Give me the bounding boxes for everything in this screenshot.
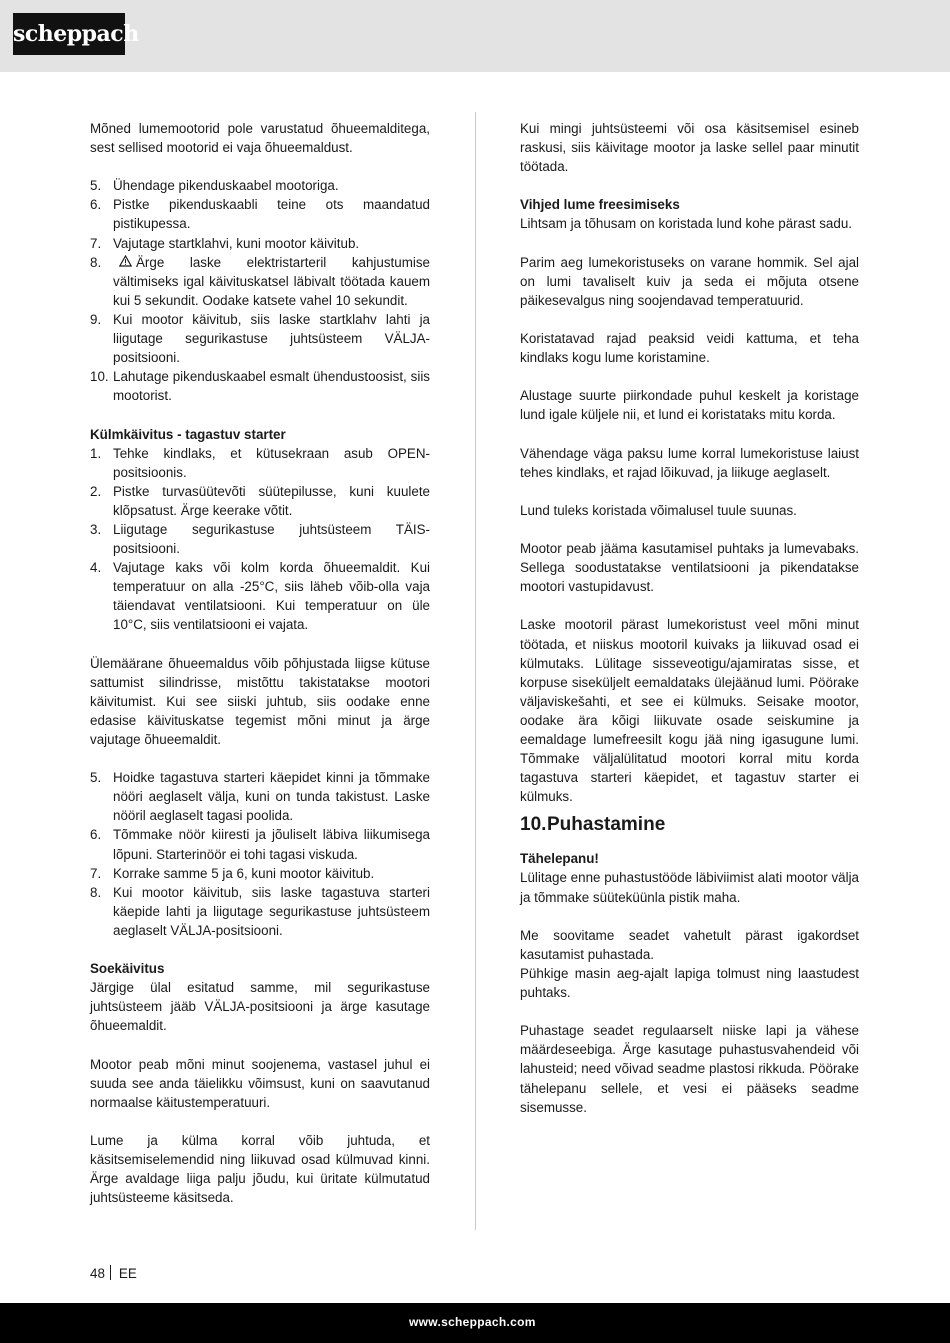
list-item: 9. Kui mootor käivitub, siis laske startklahv lahti ja liigutage segurikastuse juhtsüsteem VÄLJA-positsiooni. (90, 311, 430, 366)
warm-start-paragraph: Järgige ülal esitatud samme, mil segurikastuse juhtsüsteem jääb VÄLJA-positsiooni ja ärge kasutage õhueemaldit. (90, 980, 430, 1034)
tips-paragraph: Parim aeg lumekoristuseks on varane hommik. Sel ajal on lumi tavaliselt kuiv ja seda ei mõjuta otsene päikesevalgus ning soojendavad temperatuurid. (520, 254, 859, 308)
section-heading: 10.Puhastamine (520, 814, 666, 836)
list-item: 8. Ärge laske elektristarteril kahjustumise vältimiseks igal käivituskatsel läbivalt töötada kauem kui 5 sekundit. Oodake katsete vahel 10 sekundit. (90, 254, 430, 308)
list-item: 3. Liigutage segurikastuse juhtsüsteem TÄIS-positsiooni. (90, 521, 430, 557)
list-item: 5. Hoidke tagastuva starteri käepidet kinni ja tõmmake nööri aeglaselt välja, kuni on tunda takistust. Laske nööril aeglaselt tagasi poolida. (90, 770, 430, 824)
intro-paragraph: Mõned lumemootorid pole varustatud õhueemalditega, sest sellised mootorid ei vaja õhueemaldust. (90, 121, 430, 156)
tips-paragraph: Vähendage väga paksu lume korral lumekoristuse laiust tehes kindlaks, et rajad lõikuvad, ja liikuge aeglaselt. (520, 445, 859, 480)
cleaning-paragraph: Puhastage seadet regulaarselt niiske lapi ja vähese määrdeseebiga. Ärge kasutage puhastusvahendeid või lahusteid; need võivad seadme plastosi rikkuda. Pöörake tähelepanu sellele, et vesi ei pääseks seadme sisemusse. (520, 1023, 859, 1115)
list-item: 8. Kui mootor käivitub, siis laske tagastuva starteri käepide lahti ja liigutage segurikastuse juhtsüsteem aeglaselt VÄLJA-positsiooni. (90, 884, 430, 938)
page-header (0, 0, 950, 72)
list-item: 7. Vajutage startklahvi, kuni mootor käivitub. (90, 235, 360, 251)
list-item: 6. Pistke pikenduskaabli teine ots maandatud pistikupessa. (90, 197, 430, 232)
list-item: 1. Tehke kindlaks, et kütusekraan asub OPEN-positsioonis. (90, 445, 430, 480)
warning-icon (119, 253, 132, 272)
electric-start-steps (90, 176, 430, 405)
cleaning-paragraph: Me soovitame seadet vahetult pärast igakordset kasutamist puhastada. (520, 927, 859, 962)
recoil-start-steps (90, 768, 430, 940)
tips-paragraph: Koristatavad rajad peaksid veidi kattuma, et teha kindlaks kogu lume koristamine. (520, 331, 859, 366)
cold-start-heading: Külmkäivitus - tagastuv starter (90, 426, 286, 442)
cold-start-steps (90, 444, 430, 635)
list-item: 10. Lahutage pikenduskaabel esmalt ühendustoosist, siis mootorist. (90, 369, 430, 404)
tips-paragraph: Mootor peab jääma kasutamisel puhtaks ja lumevabaks. Sellega soodustatakse ventilatsiooni ja pikendatakse mootori vastupidavust. (520, 541, 859, 595)
website-link[interactable]: www.scheppach.com (409, 1315, 536, 1329)
freeze-paragraph: Lume ja külma korral võib juhtuda, et käsitsemiselemendid ning liikuvad osad külmuvad kinni. Ärge avaldage liiga palju jõudu, kui üritate külmutatud juhtsüsteeme käsitseda. (90, 1132, 430, 1206)
attention-paragraph: Lülitage enne puhastustööde läbiviimist alati mootor välja ja tõmmake süüteküünla pistik maha. (520, 870, 859, 905)
column-divider (475, 112, 476, 1230)
tips-paragraph: Laske mootoril pärast lumekoristust veel mõni minut töötada, et niiskus mootoril kuivaks ja liikuvad osad ei külmutaks. Lülitage sisseveotigu/ajamiratas sisse, et korpuse siseküljelt eemaldataks ülejäänud lumi. Pöörake väljaviskešahti, et see ei külmuks. Seisake mootor, oodake ära kõigi liikuvate osade seiskumine ja eemaldage lumefreesilt kogu jää ning igasugune lumi. Tõmmake väljalülitatud mootori korral mitu korda tagastuva starteri käepidet, et tagastuv starter ei külmuks. (520, 617, 859, 805)
page-number-block (90, 1265, 137, 1281)
cleaning-paragraph: Pühkige masin aeg-ajalt lapiga tolmust ning laastudest puhtaks. (520, 965, 859, 1001)
list-item: 2. Pistke turvasüütevõti süütepilusse, kuni kuulete klõpsatust. Ärge keerake võtit. (90, 483, 430, 518)
list-item: 6. Tõmmake nöör kiiresti ja jõuliselt läbiva liikumisega lõpuni. Starterinöör ei tohi tagasi viskuda. (90, 827, 430, 862)
warm-start-heading: Soekäivitus (90, 961, 165, 977)
tips-paragraph: Alustage suurte piirkondade puhul keskelt ja koristage lund igale küljele nii, et lund ei koristataks mitu korda. (520, 388, 859, 423)
stiff-controls-paragraph: Kui mingi juhtsüsteemi või osa käsitsemisel esineb raskusi, siis käivitage mootor ja laske sellel paar minutit töötada. (520, 121, 859, 175)
right-column (520, 119, 859, 1117)
tips-heading: Vihjed lume freesimiseks (520, 197, 680, 213)
list-item: 7. Korrake samme 5 ja 6, kuni mootor käivitub. (90, 865, 375, 881)
tips-paragraph: Lihtsam ja tõhusam on koristada lund kohe pärast sadu. (520, 216, 852, 232)
brand-logo: scheppach (13, 13, 125, 55)
list-item: 4. Vajutage kaks või kolm korda õhueemaldit. Kui temperatuur on alla -25°C, siis läheb võib-olla vaja täiendavat ventilatsiooni. Kui temperatuur on üle 10°C, siis ventilatsiooni ei vajata. (90, 560, 430, 633)
over-primer-paragraph: Ülemäärane õhueemaldus võib põhjustada liigse kütuse sattumist silindrisse, mistõttu takistatakse mootori käivitumist. Kui see siiski juhtub, siis oodake enne edasise käivituskatse tegemist mõni minut ja ärge vajutage õhueemaldit. (90, 655, 430, 747)
language-code: EE (118, 1266, 137, 1281)
attention-heading: Tähelepanu! (520, 851, 599, 867)
page-footer (0, 1303, 950, 1343)
warm-up-paragraph: Mootor peab mõni minut soojenema, vastasel juhul ei suuda see anda täielikku võimsust, kuni on saavutanud normaalse käitustemperatuuri. (90, 1056, 430, 1110)
tips-paragraph: Lund tuleks koristada võimalusel tuule suunas. (520, 502, 797, 518)
page-number: 48 (90, 1266, 105, 1281)
left-column (90, 119, 430, 1207)
list-item: 5. Ühendage pikenduskaabel mootoriga. (90, 178, 339, 194)
